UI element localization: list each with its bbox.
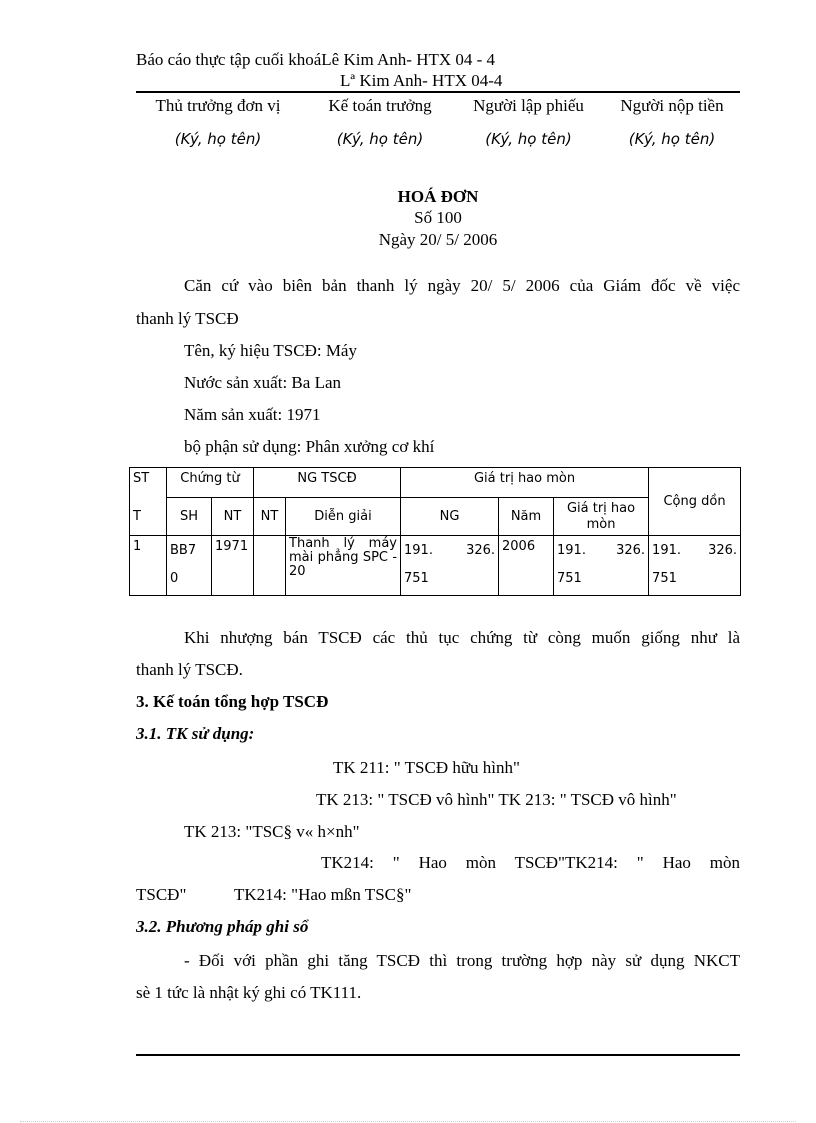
section-heading-3-2: 3.2. Phương pháp ghi sổ	[136, 917, 309, 936]
cell-cong-don	[649, 536, 741, 596]
header-chung-tu: Chứng từ	[167, 468, 254, 498]
account-tk214-line-1: TK214: " Hao mòn TSCĐ"TK214: " Hao mòn	[321, 853, 740, 872]
signature-note-preparer: (Ký, họ tên)	[485, 130, 572, 148]
cell-sh: BB7 0	[167, 536, 212, 596]
signature-note-director: (Ký, họ tên)	[174, 130, 262, 148]
paragraph-1-line-2: thanh lý TSCĐ	[136, 309, 239, 328]
header-line-2: Lª Kim Anh- HTX 04-4	[340, 71, 503, 90]
cell-gia-tri-part-1: 191.	[557, 543, 586, 558]
signature-title-chief-accountant: Kế toán trưởng	[328, 96, 432, 115]
header-cong-don: Cộng dồn	[649, 468, 741, 536]
cell-cong-don-part-1: 191.	[652, 543, 681, 558]
paragraph-1-line-1: Căn cứ vào biên bản thanh lý ngày 20/ 5/ 2006 của Giám đốc về việc	[184, 276, 740, 295]
cell-gia-tri	[554, 536, 649, 596]
section-heading-3-1: 3.1. TK sử dụng:	[136, 724, 255, 743]
cell-cong-don-part-2: 326.	[708, 543, 738, 558]
header-ng-tscd: NG TSCĐ	[254, 468, 401, 498]
account-tk214-line-2a: TSCĐ"	[136, 885, 187, 904]
cell-nam: 2006	[499, 536, 554, 596]
account-tk213-encoded: TK 213: "TSC§ v« h×nh"	[184, 822, 360, 841]
account-tk214-line-2b: TK214: "Hao mßn TSC§"	[234, 885, 412, 904]
header-ng: NG	[401, 498, 499, 536]
cell-ng	[401, 536, 499, 596]
cell-cong-don-part-3: 751	[652, 571, 677, 586]
signature-title-director: Thủ trưởng đơn vị	[155, 96, 281, 115]
header-line-1: Báo cáo thực tập cuối khoáLê Kim Anh- HTX 04 - 4	[136, 50, 496, 69]
department: bộ phận sử dụng: Phân xưởng cơ khí	[184, 437, 435, 456]
signature-title-preparer: Người lập phiếu	[473, 96, 584, 115]
cell-nt-2	[254, 536, 286, 596]
cell-ng-part-2: 326.	[466, 543, 496, 558]
header-sh: SH	[167, 498, 212, 536]
footer-rule	[136, 1054, 740, 1056]
cell-gia-tri-part-3: 751	[557, 571, 582, 586]
paragraph-3-line-2: sè 1 tức là nhật ký ghi có TK111.	[136, 983, 362, 1002]
invoice-number: Số 100	[414, 208, 462, 227]
asset-name: Tên, ký hiệu TSCĐ: Máy	[184, 341, 357, 360]
header-nam: Năm	[499, 498, 554, 536]
table-row	[130, 536, 741, 596]
country-of-origin: Nước sản xuất: Ba Lan	[184, 373, 341, 392]
header-gia-tri-hao-mon: Giá trị hao mòn	[401, 468, 649, 498]
invoice-date: Ngày 20/ 5/ 2006	[378, 230, 498, 249]
header-gia-tri-hao-mon-2: Giá trị hao mòn	[554, 498, 649, 536]
year-of-manufacture: Năm sản xuất: 1971	[184, 405, 321, 424]
paragraph-2-line-1: Khi nhượng bán TSCĐ các thủ tục chứng từ còng muốn giống như là	[184, 628, 740, 647]
cell-ng-part-1: 191.	[404, 543, 433, 558]
account-tk213: TK 213: " TSCĐ vô hình" TK 213: " TSCĐ vô hình"	[316, 790, 677, 809]
signature-note-chief-accountant: (Ký, họ tên)	[336, 130, 424, 148]
signature-note-payer: (Ký, họ tên)	[628, 130, 716, 148]
header-stt: ST	[130, 468, 167, 498]
asset-disposal-table	[129, 467, 741, 596]
account-tk211: TK 211: " TSCĐ hữu hình"	[333, 758, 520, 777]
cell-ng-part-3: 751	[404, 571, 429, 586]
header-dien-giai: Diễn giải	[286, 498, 401, 536]
section-heading-3: 3. Kế toán tổng hợp TSCĐ	[136, 692, 329, 711]
header-nt-2: NT	[254, 498, 286, 536]
paragraph-2-line-2: thanh lý TSCĐ.	[136, 660, 243, 679]
cell-dien-giai: Thanh lý máy mài phẳng SPC - 20	[286, 536, 401, 596]
cell-gia-tri-part-2: 326.	[616, 543, 646, 558]
paragraph-3-line-1: - Đối với phần ghi tăng TSCĐ thì trong trường hợp này sử dụng NKCT	[184, 951, 740, 970]
signature-title-payer: Người nộp tiền	[620, 96, 724, 115]
invoice-title: HOÁ ĐƠN	[397, 187, 479, 206]
header-nt: NT	[212, 498, 254, 536]
header-stt-2: T	[130, 498, 167, 536]
cell-nt: 1971	[212, 536, 254, 596]
page-bottom-edge	[20, 1121, 796, 1122]
cell-stt: 1	[130, 536, 167, 596]
header-rule	[136, 91, 740, 93]
